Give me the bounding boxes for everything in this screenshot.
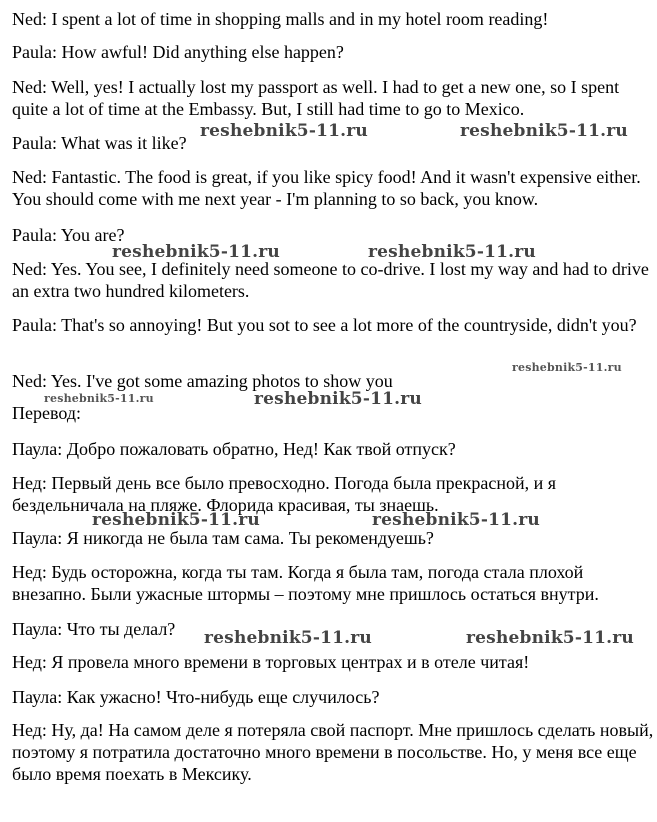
translation-line-5: Паула: Что ты делал? [12,619,176,639]
watermark: reshebnik5-11.ru [112,242,280,262]
dialogue-line-9: Ned: Yes. I've got some amazing photos to show you [12,371,393,391]
dialogue-line-8: Paula: That's so annoying! But you sot to see a lot more of the countryside, didn't you? [12,315,637,335]
watermark: reshebnik5-11.ru [512,361,622,374]
watermark: reshebnik5-11.ru [368,242,536,262]
dialogue-line-3: Ned: Well, yes! I actually lost my passport as well. I had to get a new one, so I spent quite a lot of time at the Embassy. But, I still had time to go to Mexico. [12,77,620,119]
watermark: reshebnik5-11.ru [204,628,372,648]
dialogue-line-4: Paula: What was it like? [12,133,187,153]
translation-line-2: Нед: Первый день все было превосходно. Погода была прекрасной, и я бездельничала на пляже. Флорида красивая, ты знаешь. [12,473,557,515]
translation-line-7: Паула: Как ужасно! Что-нибудь еще случилось? [12,687,380,707]
translation-line-3: Паула: Я никогда не была там сама. Ты рекомендуешь? [12,528,434,548]
dialogue-line-6: Paula: You are? [12,225,125,245]
watermark: reshebnik5-11.ru [466,628,634,648]
watermark: reshebnik5-11.ru [44,392,154,405]
translation-line-8: Нед: Ну, да! На самом деле я потеряла свой паспорт. Мне пришлось сделать новый, поэтому я потратила достаточно много времени в посольстве. Но, у меня все еще было время поехать в Мексику. [12,720,654,784]
watermark: reshebnik5-11.ru [200,121,368,141]
dialogue-line-5: Ned: Fantastic. The food is great, if you like spicy food! And it wasn't expensive either. You should come with me next year - I'm planning to so back, you know. [12,167,641,209]
dialogue-line-7: Ned: Yes. You see, I definitely need someone to co-drive. I lost my way and had to drive an extra two hundred kilometers. [12,259,649,301]
watermark: reshebnik5-11.ru [92,510,260,530]
watermark: reshebnik5-11.ru [254,389,422,409]
dialogue-line-2: Paula: How awful! Did anything else happen? [12,42,344,62]
translation-line-6: Нед: Я провела много времени в торговых центрах и в отеле читая! [12,652,530,672]
translation-line-4: Нед: Будь осторожна, когда ты там. Когда я была там, погода стала плохой внезапно. Были ужасные штормы – поэтому мне пришлось остаться внутри. [12,562,599,604]
watermark: reshebnik5-11.ru [372,510,540,530]
watermark: reshebnik5-11.ru [460,121,628,141]
translation-line-1: Паула: Добро пожаловать обратно, Нед! Как твой отпуск? [12,439,456,459]
translation-heading: Перевод: [12,403,81,423]
dialogue-line-1: Ned: I spent a lot of time in shopping malls and in my hotel room reading! [12,9,549,29]
